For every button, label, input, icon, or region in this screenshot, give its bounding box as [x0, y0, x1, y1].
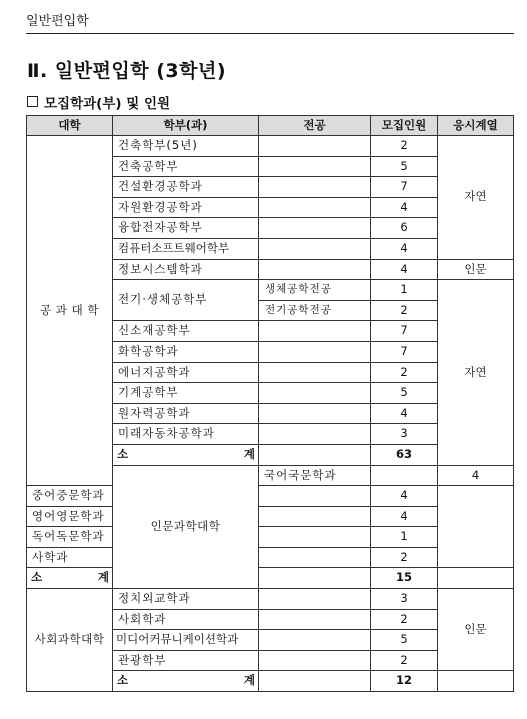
track-cell: 자연 [438, 280, 514, 465]
dept-cell: 독어독문학과 [27, 527, 113, 548]
count-cell: 5 [371, 630, 438, 651]
count-cell: 7 [371, 341, 438, 362]
major-cell [259, 424, 371, 445]
count-cell: 2 [371, 136, 438, 157]
major-cell [259, 506, 371, 527]
major-cell [259, 444, 371, 465]
major-cell [259, 383, 371, 404]
major-cell [259, 403, 371, 424]
major-cell [259, 527, 371, 548]
count-cell: 6 [371, 218, 438, 239]
count-cell: 3 [371, 589, 438, 610]
count-cell: 3 [371, 424, 438, 445]
major-cell [259, 341, 371, 362]
dept-cell: 전기·생체공학부 [113, 280, 259, 321]
dept-cell: 신소재공학부 [113, 321, 259, 342]
count-cell: 4 [438, 465, 514, 486]
dept-cell: 컴퓨터소프트웨어학부 [113, 238, 259, 259]
dept-cell: 건설환경공학과 [113, 177, 259, 198]
dept-cell: 사학과 [27, 547, 113, 568]
recruitment-table [26, 115, 514, 692]
count-cell: 2 [371, 609, 438, 630]
subtotal-count: 15 [371, 568, 438, 589]
track-cell: 자연 [438, 136, 514, 260]
count-cell: 2 [371, 547, 438, 568]
major-cell [259, 486, 371, 507]
major-cell [259, 671, 371, 692]
dept-cell: 정치외교학과 [113, 589, 259, 610]
count-cell: 2 [371, 362, 438, 383]
col-header-college: 대학 [27, 116, 113, 136]
table-row [27, 527, 514, 548]
section-subtitle-text: 모집학과(부) 및 인원 [44, 96, 171, 112]
table-row [27, 506, 514, 527]
track-cell: 인문 [438, 259, 514, 280]
subtotal-label [113, 671, 259, 692]
checkbox-square-icon [27, 96, 38, 107]
count-cell: 5 [371, 383, 438, 404]
subtotal-label-a: 소 [117, 673, 129, 688]
major-cell [259, 218, 371, 239]
count-cell: 4 [371, 259, 438, 280]
header-label: 일반편입학 [26, 14, 89, 29]
college-social: 사회과학대학 [27, 589, 113, 692]
subtotal-label-b: 계 [243, 673, 255, 688]
count-cell: 2 [371, 650, 438, 671]
college-engineering: 공 과 대 학 [27, 136, 113, 486]
table-row [27, 547, 514, 568]
count-cell: 4 [371, 197, 438, 218]
dept-cell: 기계공학부 [113, 383, 259, 404]
major-cell [259, 589, 371, 610]
subtotal-row [27, 568, 514, 589]
track-cell [438, 568, 514, 589]
major-cell: 생체공학전공 [259, 280, 371, 301]
dept-cell: 융합전자공학부 [113, 218, 259, 239]
dept-cell: 정보시스템학과 [113, 259, 259, 280]
major-cell [259, 238, 371, 259]
major-cell [259, 136, 371, 157]
dept-cell: 미래자동차공학과 [113, 424, 259, 445]
table-row [27, 589, 514, 610]
header-divider [26, 33, 514, 34]
major-cell [259, 156, 371, 177]
count-cell: 4 [371, 486, 438, 507]
subtotal-label-a: 소 [117, 446, 129, 461]
count-cell: 5 [371, 156, 438, 177]
major-cell [259, 177, 371, 198]
dept-cell: 국어국문학과 [259, 465, 371, 486]
major-cell [259, 630, 371, 651]
col-header-track: 응시계열 [438, 116, 514, 136]
dept-cell: 영어영문학과 [27, 506, 113, 527]
major-cell [259, 609, 371, 630]
col-header-major: 전공 [259, 116, 371, 136]
dept-cell: 건축공학부 [113, 156, 259, 177]
subtotal-label [27, 568, 113, 589]
table-header-row [27, 116, 514, 136]
major-cell [259, 362, 371, 383]
subtotal-label-b: 계 [97, 570, 109, 585]
dept-cell: 관광학부 [113, 650, 259, 671]
major-cell [371, 465, 438, 486]
subtotal-count: 12 [371, 671, 438, 692]
college-humanities: 인문과학대학 [113, 465, 259, 589]
dept-cell: 중어중문학과 [27, 486, 113, 507]
count-cell: 1 [371, 280, 438, 301]
dept-cell: 사회학과 [113, 609, 259, 630]
major-cell [259, 568, 371, 589]
count-cell: 7 [371, 321, 438, 342]
major-cell [259, 197, 371, 218]
dept-cell: 미디어커뮤니케이션학과 [113, 630, 259, 651]
subtotal-label-a: 소 [31, 570, 43, 585]
count-cell: 2 [371, 300, 438, 321]
dept-cell: 자원환경공학과 [113, 197, 259, 218]
col-header-count: 모집인원 [371, 116, 438, 136]
section-subtitle [27, 92, 170, 112]
table-row [27, 486, 514, 507]
major-cell [259, 547, 371, 568]
count-cell: 4 [371, 403, 438, 424]
dept-cell: 에너지공학과 [113, 362, 259, 383]
subtotal-label [113, 444, 259, 465]
table-row [27, 136, 514, 157]
track-cell: 인문 [438, 589, 514, 671]
track-cell [438, 671, 514, 692]
page-title: Ⅱ. 일반편입학 (3학년) [27, 60, 227, 82]
major-cell [259, 259, 371, 280]
dept-cell: 원자력공학과 [113, 403, 259, 424]
dept-cell: 건축학부(5년) [113, 136, 259, 157]
dept-cell: 화학공학과 [113, 341, 259, 362]
major-cell [259, 321, 371, 342]
col-header-dept: 학부(과) [113, 116, 259, 136]
subtotal-count: 63 [371, 444, 438, 465]
count-cell: 4 [371, 238, 438, 259]
count-cell: 1 [371, 527, 438, 548]
major-cell [259, 650, 371, 671]
major-cell: 전기공학전공 [259, 300, 371, 321]
subtotal-label-b: 계 [243, 446, 255, 461]
count-cell: 7 [371, 177, 438, 198]
count-cell: 4 [371, 506, 438, 527]
